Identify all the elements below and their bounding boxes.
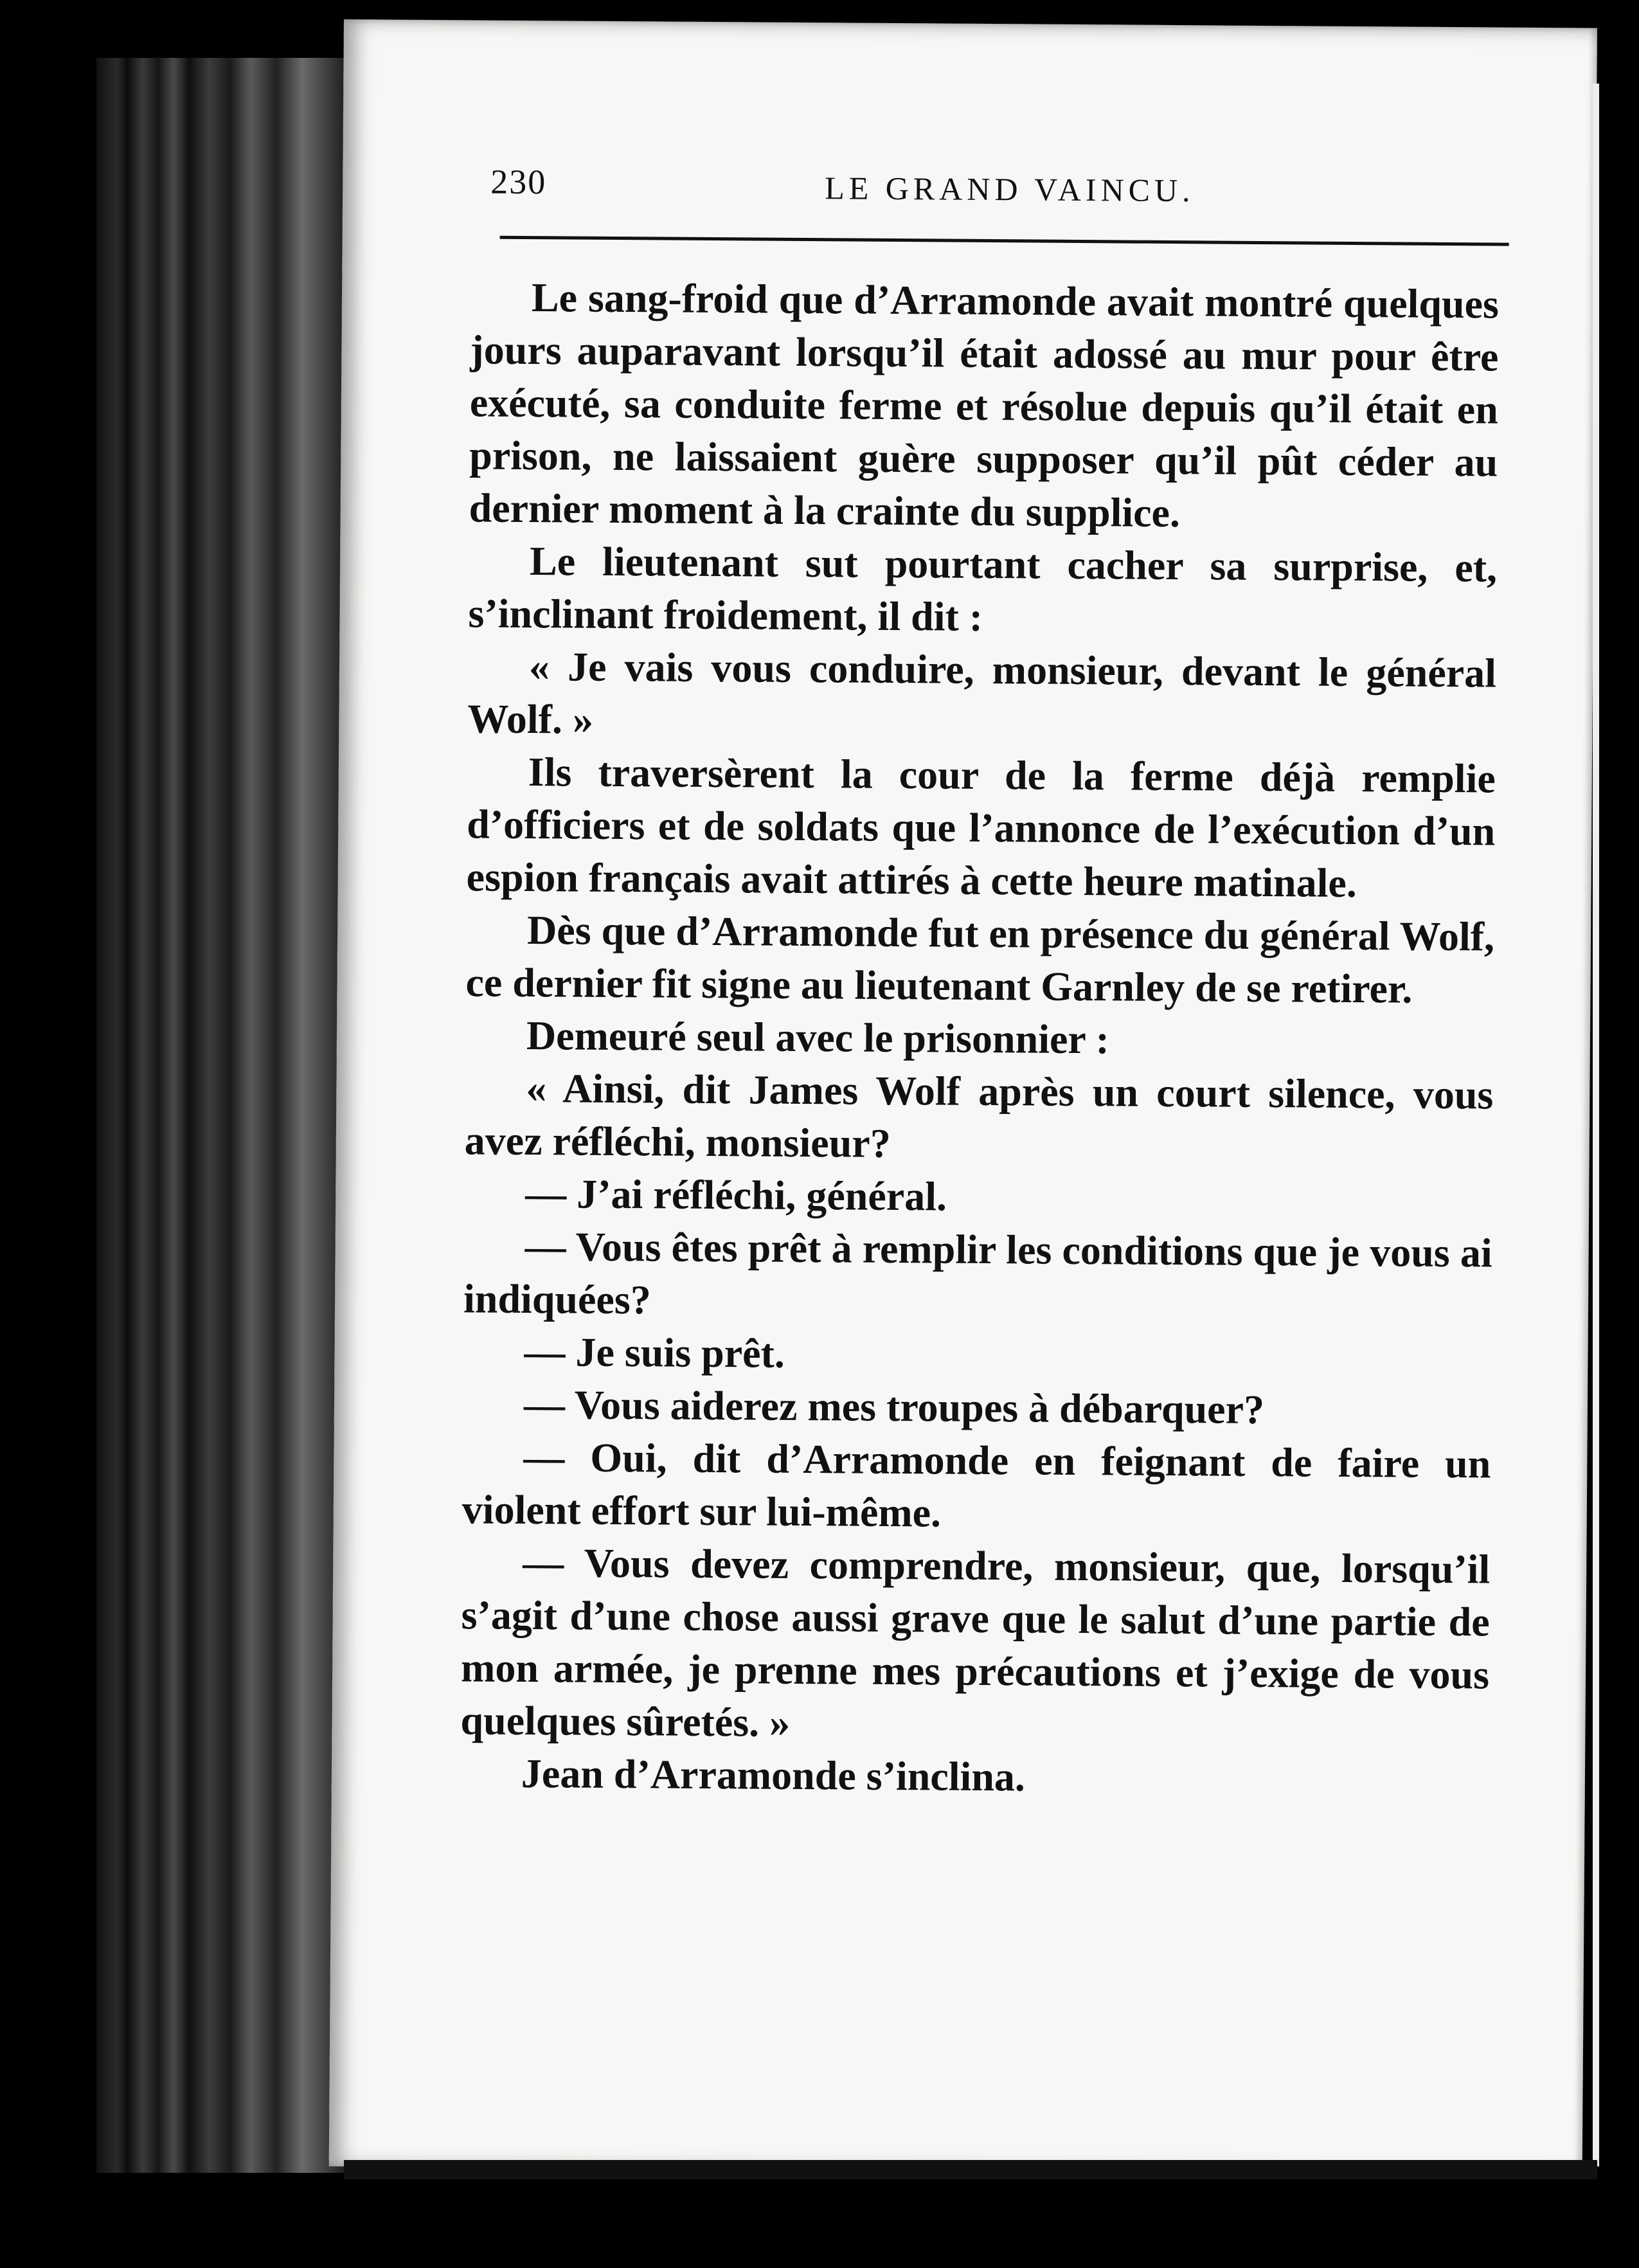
page-number: 230: [490, 162, 547, 202]
paragraph: « Je vais vous conduire, monsieur, devant le général Wolf. »: [467, 644, 1497, 742]
paragraph: — Je suis prêt.: [524, 1329, 785, 1376]
paragraph: Le sang-froid que d’Arramonde avait montré quelques jours auparavant lorsqu’il était adossé au mur pour être exécuté, sa conduite ferme et résolue depuis qu’il était en prison, ne laissaient guère supposer qu’il pût céder au dernier moment à la crainte du supplice.: [469, 274, 1500, 536]
paragraph: « Ainsi, dit James Wolf après un court silence, vous avez réfléchi, monsieur?: [464, 1065, 1494, 1166]
book-page-edges: [96, 58, 354, 2173]
paragraph: — J’ai réfléchi, général.: [525, 1171, 947, 1220]
header-rule: [500, 236, 1509, 246]
page-bottom-shadow: [344, 2160, 1597, 2179]
paragraph: Dès que d’Arramonde fut en présence du général Wolf, ce dernier fit signe au lieutenant Garnley de se retirer.: [465, 907, 1495, 1012]
book-page: [329, 19, 1597, 2175]
paragraph: — Vous aiderez mes troupes à débarquer?: [523, 1382, 1265, 1433]
running-title: LE GRAND VAINCU.: [824, 170, 1195, 209]
paragraph: — Vous devez comprendre, monsieur, que, lorsqu’il s’agit d’une chose aussi grave que le salut d’une partie de mon armée, je prenne mes précautions et j’exige de vous quelques sûretés. »: [460, 1540, 1491, 1745]
paragraph: Jean d’Arramonde s’inclina.: [521, 1750, 1026, 1800]
paragraph: Le lieutenant sut pourtant cacher sa surprise, et, s’inclinant froidement, il dit :: [468, 538, 1498, 640]
scan-border: [1600, 90, 1639, 2186]
body-text: [460, 271, 1500, 1806]
paragraph: — Vous êtes prêt à remplir les conditions que je vous ai indiquées?: [463, 1223, 1492, 1323]
facing-page-edge: [1593, 84, 1599, 2166]
page-header: [490, 149, 1519, 214]
paragraph: Demeuré seul avec le prisonnier :: [526, 1013, 1110, 1063]
paragraph: — Oui, dit d’Arramonde en feignant de faire un violent effort sur lui-même.: [461, 1434, 1491, 1536]
paragraph: Ils traversèrent la cour de la ferme déjà remplie d’officiers et de soldats que l’annonce de l’exécution d’un espion français avait attirés à cette heure matinale.: [466, 749, 1496, 906]
